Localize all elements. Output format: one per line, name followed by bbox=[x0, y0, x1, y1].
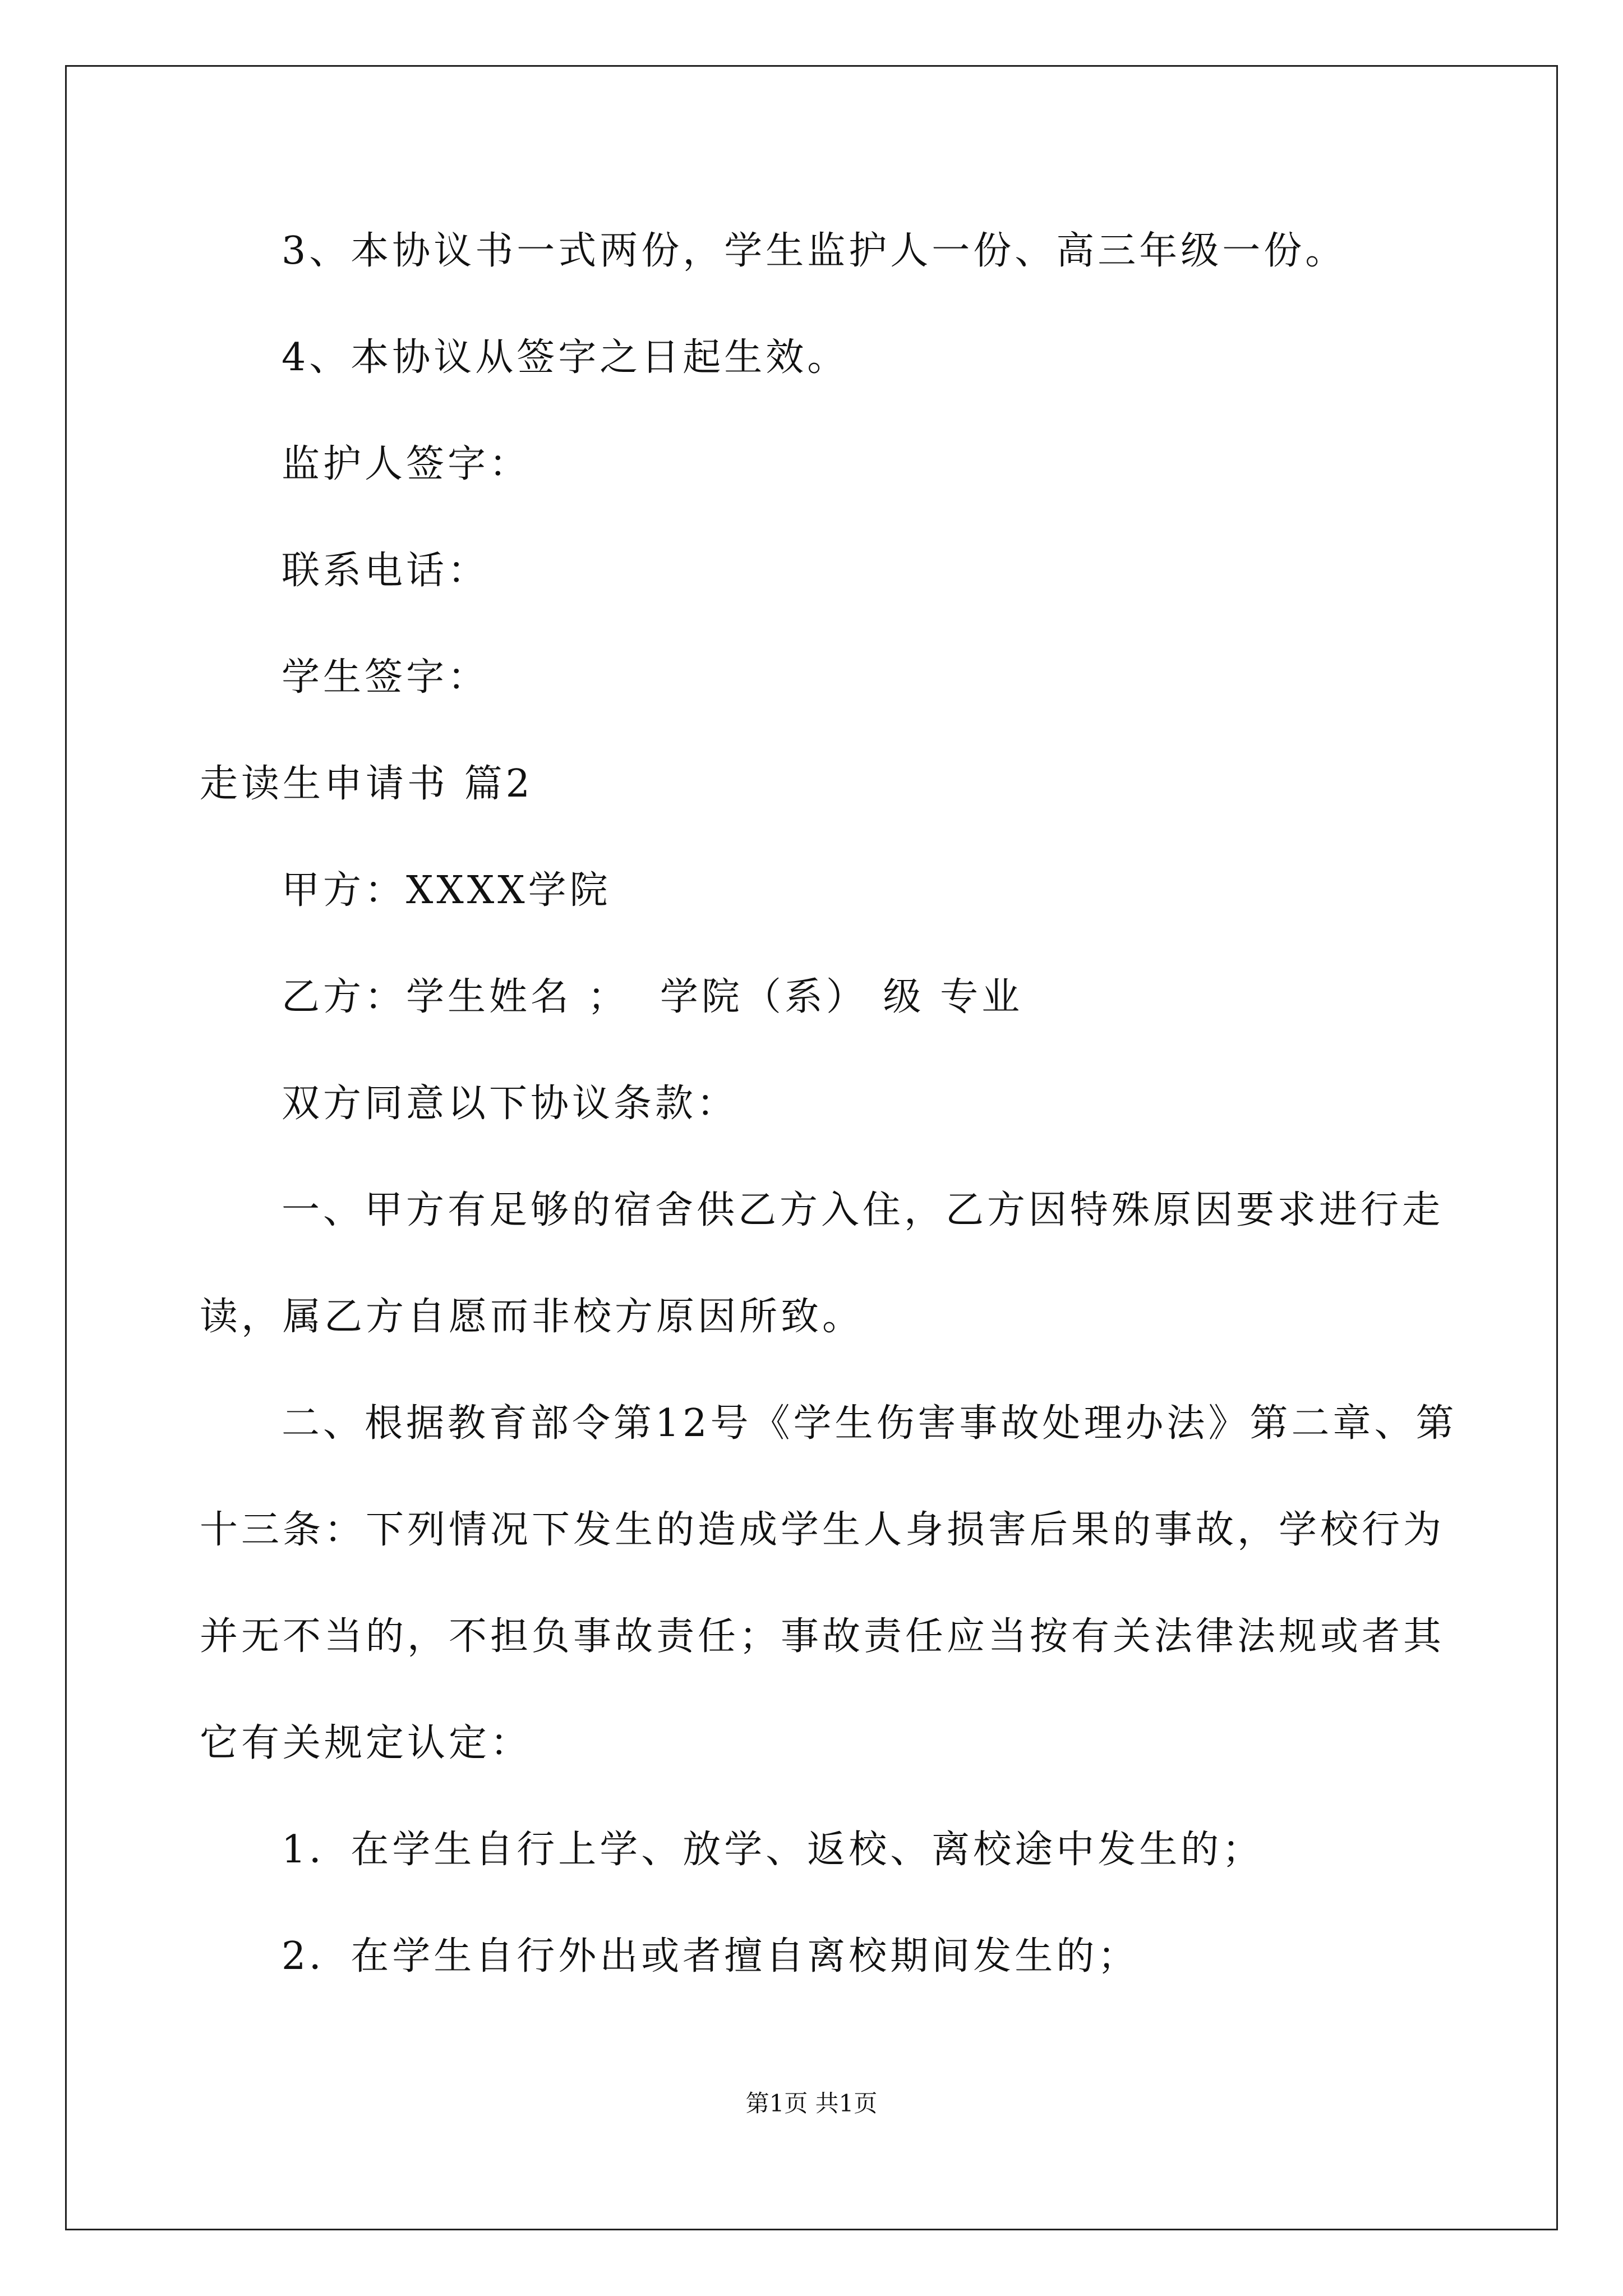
clause-3: 3、本协议书一式两份，学生监护人一份、高三年级一份。 bbox=[282, 229, 1347, 273]
article-2-line-3: 并无不当的，不担负事故责任；事故责任应当按有关法律法规或者其 bbox=[200, 1614, 1445, 1659]
party-a: 甲方：XXXX学院 bbox=[282, 868, 611, 913]
student-signature-label: 学生签字： bbox=[282, 655, 490, 700]
article-2-line-4: 它有关规定认定： bbox=[200, 1721, 532, 1765]
article-2-line-1: 二、根据教育部令第12号《学生伤害事故处理办法》第二章、第 bbox=[282, 1401, 1458, 1446]
article-2-line-2: 十三条：下列情况下发生的造成学生人身损害后果的事故，学校行为 bbox=[200, 1508, 1445, 1552]
article-1-line-2: 读，属乙方自愿而非校方原因所致。 bbox=[200, 1295, 864, 1339]
item-2: 2．在学生自行外出或者擅自离校期间发生的； bbox=[282, 1934, 1140, 1978]
party-b: 乙方：学生姓名 ； 学院（系） 级 专业 bbox=[282, 975, 1023, 1019]
page-border bbox=[65, 65, 1558, 2230]
guardian-signature-label: 监护人签字： bbox=[282, 442, 531, 486]
item-1: 1．在学生自行上学、放学、返校、离校途中发生的； bbox=[282, 1828, 1264, 1872]
article-1-line-1: 一、甲方有足够的宿舍供乙方入住，乙方因特殊原因要求进行走 bbox=[282, 1188, 1444, 1232]
section-heading: 走读生申请书 篇2 bbox=[200, 762, 533, 806]
contact-phone-label: 联系电话： bbox=[282, 549, 490, 593]
agreement-intro: 双方同意以下协议条款： bbox=[282, 1082, 739, 1126]
clause-4: 4、本协议从签字之日起生效。 bbox=[282, 335, 849, 380]
page-footer: 第1页 共1页 bbox=[745, 2090, 878, 2117]
